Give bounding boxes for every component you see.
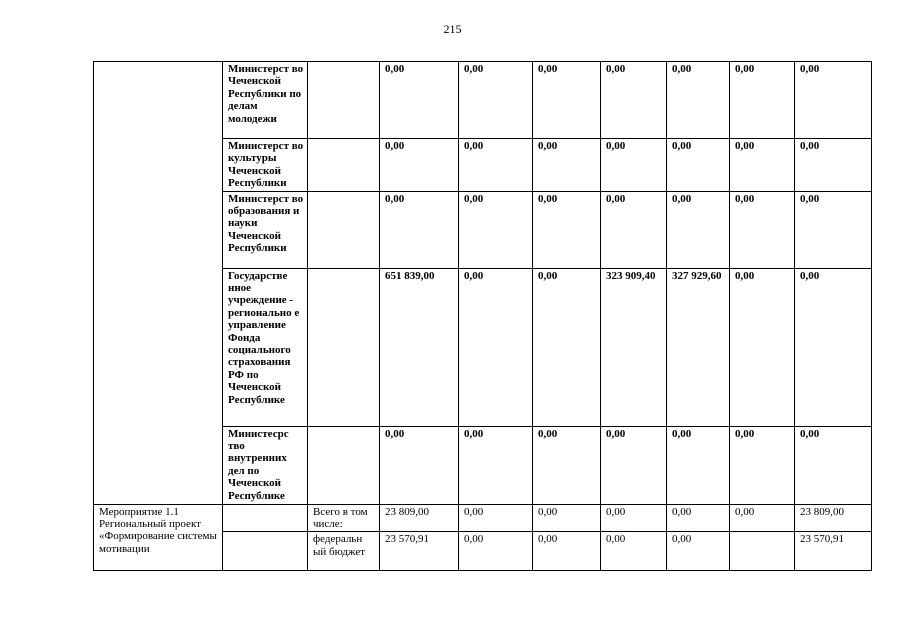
measure-title-cell: Мероприятие 1.1 Региональный проект «Формирование системы мотивации	[94, 504, 223, 571]
value-cell: 0,00	[533, 426, 601, 504]
table-row	[94, 62, 872, 139]
value-cell: 0,00	[459, 504, 533, 532]
value-cell: 0,00	[533, 139, 601, 192]
source-cell: Всего в том числе:	[308, 504, 380, 532]
value-cell: 651 839,00	[380, 268, 459, 426]
source-cell	[308, 62, 380, 139]
value-cell: 23 809,00	[795, 504, 872, 532]
value-cell: 0,00	[533, 191, 601, 268]
value-cell: 0,00	[533, 532, 601, 571]
org-name-cell	[223, 532, 308, 571]
org-name-cell: Государстве нное учреждение - регионально е управление Фонда социального страхования РФ по Чеченской Республике	[223, 268, 308, 426]
value-cell: 0,00	[795, 426, 872, 504]
value-cell: 0,00	[459, 426, 533, 504]
org-name-cell: Министерст во образования и науки Чеченской Республики	[223, 191, 308, 268]
value-cell: 0,00	[601, 504, 667, 532]
source-cell	[308, 139, 380, 192]
value-cell: 0,00	[730, 268, 795, 426]
value-cell: 0,00	[601, 62, 667, 139]
value-cell: 0,00	[601, 139, 667, 192]
value-cell: 327 929,60	[667, 268, 730, 426]
source-cell	[308, 268, 380, 426]
value-cell: 0,00	[380, 426, 459, 504]
value-cell: 23 570,91	[795, 532, 872, 571]
value-cell: 23 570,91	[380, 532, 459, 571]
value-cell: 0,00	[601, 426, 667, 504]
value-cell: 0,00	[459, 62, 533, 139]
value-cell: 0,00	[667, 139, 730, 192]
table-row	[94, 504, 872, 532]
budget-table	[93, 61, 872, 571]
value-cell: 0,00	[380, 62, 459, 139]
value-cell: 23 809,00	[380, 504, 459, 532]
value-cell: 0,00	[667, 426, 730, 504]
org-name-cell	[223, 504, 308, 532]
value-cell: 0,00	[730, 426, 795, 504]
value-cell: 0,00	[795, 139, 872, 192]
value-cell: 0,00	[459, 139, 533, 192]
value-cell: 0,00	[667, 532, 730, 571]
measure-cell-empty	[94, 62, 223, 505]
value-cell: 0,00	[667, 504, 730, 532]
value-cell: 0,00	[795, 62, 872, 139]
value-cell: 0,00	[459, 532, 533, 571]
value-cell: 0,00	[667, 62, 730, 139]
value-cell: 0,00	[459, 191, 533, 268]
value-cell: 0,00	[730, 139, 795, 192]
value-cell: 0,00	[795, 191, 872, 268]
value-cell: 0,00	[795, 268, 872, 426]
value-cell: 0,00	[459, 268, 533, 426]
value-cell: 323 909,40	[601, 268, 667, 426]
value-cell: 0,00	[730, 504, 795, 532]
value-cell: 0,00	[380, 191, 459, 268]
source-cell	[308, 191, 380, 268]
org-name-cell: Министерст во Чеченской Республики по делам молодежи	[223, 62, 308, 139]
value-cell: 0,00	[380, 139, 459, 192]
value-cell: 0,00	[533, 62, 601, 139]
value-cell: 0,00	[533, 268, 601, 426]
value-cell: 0,00	[730, 191, 795, 268]
value-cell	[730, 532, 795, 571]
value-cell: 0,00	[730, 62, 795, 139]
value-cell: 0,00	[667, 191, 730, 268]
value-cell: 0,00	[533, 504, 601, 532]
source-cell: федеральн ый бюджет	[308, 532, 380, 571]
org-name-cell: Министесрс тво внутренних дел по Чеченской Республике	[223, 426, 308, 504]
value-cell: 0,00	[601, 191, 667, 268]
value-cell: 0,00	[601, 532, 667, 571]
page-number: 215	[443, 22, 462, 36]
source-cell	[308, 426, 380, 504]
org-name-cell: Министерст во культуры Чеченской Республики	[223, 139, 308, 192]
